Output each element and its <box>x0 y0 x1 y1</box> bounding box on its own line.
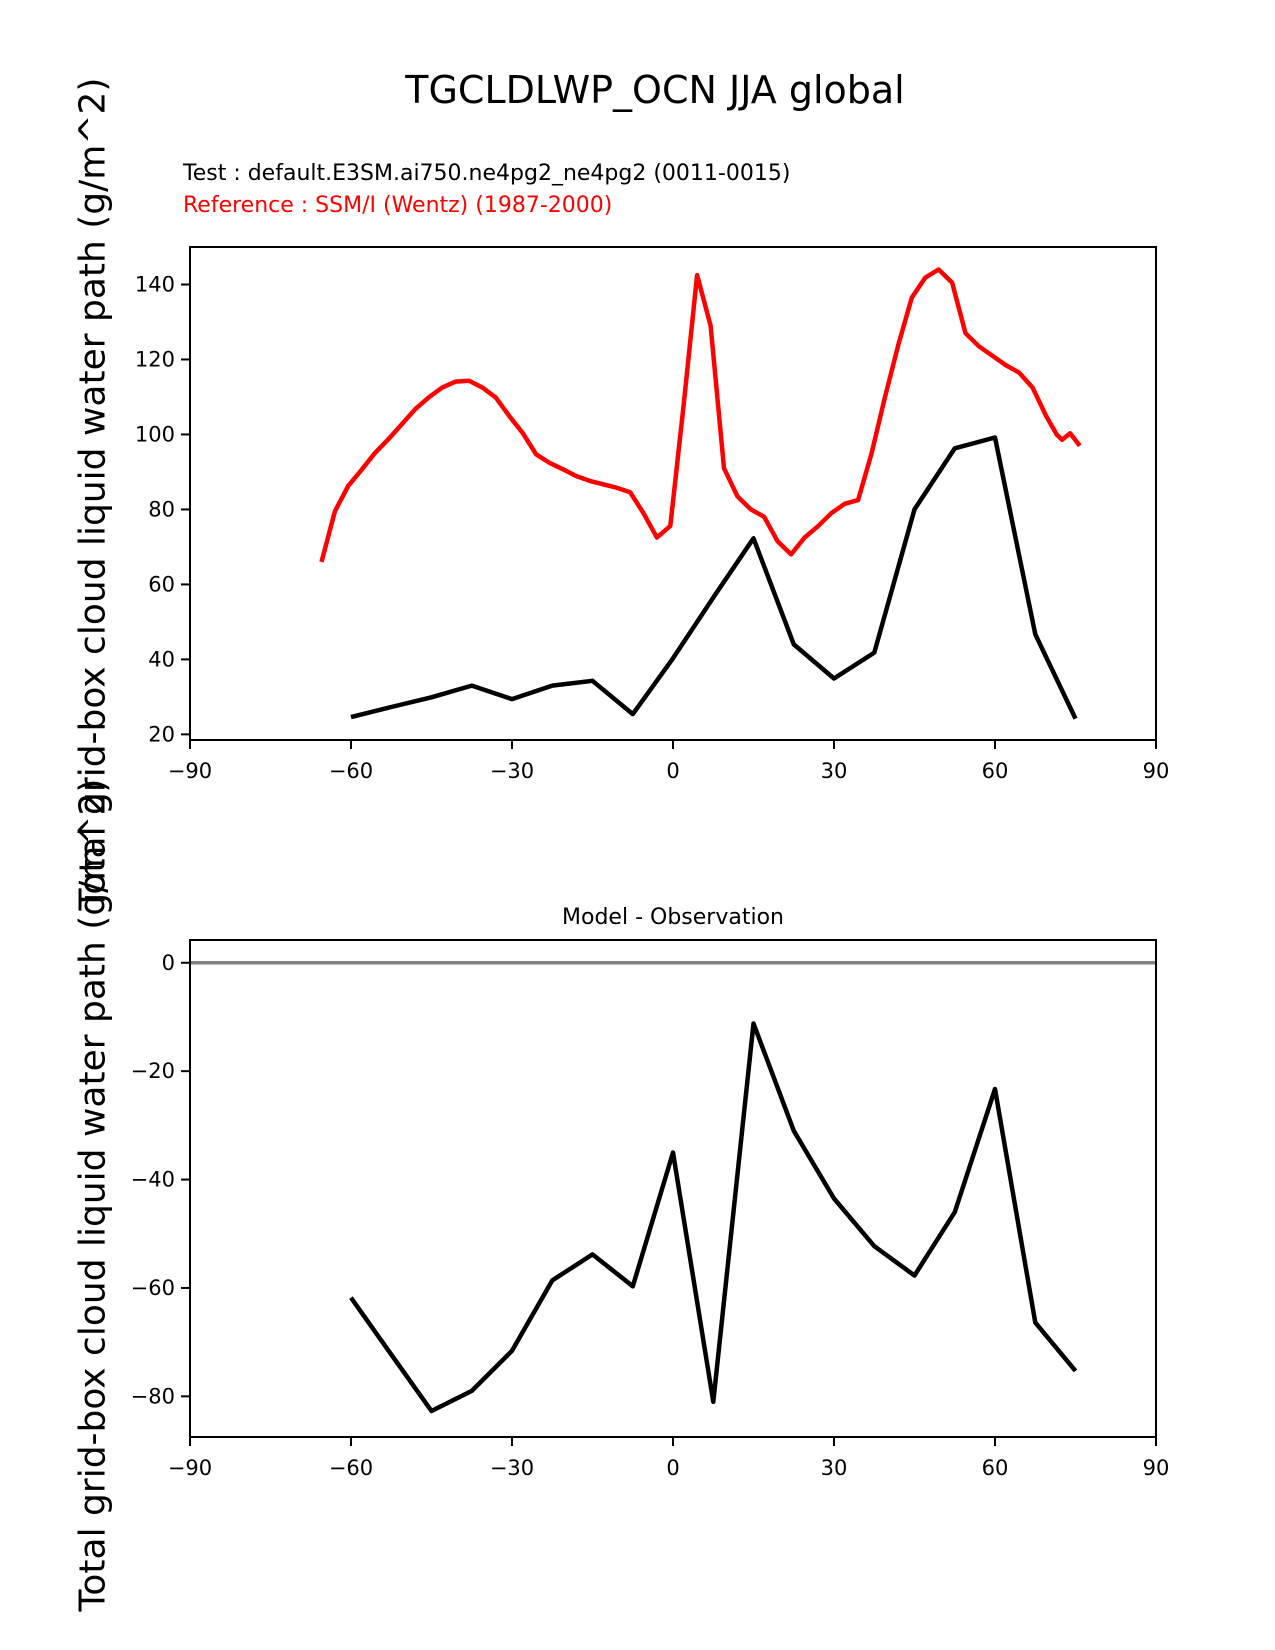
bottom-plot-ytick-label: −40 <box>130 1167 175 1192</box>
bottom-plot-ytick-label: −60 <box>130 1275 175 1300</box>
reference-dataset-label: Reference : SSM/I (Wentz) (1987-2000) <box>183 193 613 218</box>
top-plot-ytick-label: 140 <box>134 272 175 297</box>
bottom-plot-ytick-label: 0 <box>161 950 175 975</box>
top-plot-series-reference-ssm-i- <box>322 270 1080 562</box>
top-plot-xtick-label: 30 <box>820 759 848 783</box>
top-plot-xtick-label: 0 <box>666 759 680 783</box>
top-plot-ytick-label: 120 <box>134 347 175 372</box>
top-plot-series-test-model- <box>351 438 1076 719</box>
top-plot-xtick-label: 90 <box>1142 759 1170 783</box>
top-plot-xtick-label: −30 <box>489 759 535 783</box>
bottom-plot-xtick-label: −90 <box>167 1456 213 1480</box>
bottom-plot-xtick-label: 30 <box>820 1456 848 1480</box>
top-plot-ytick-label: 20 <box>148 722 175 747</box>
bottom-plot-ytick-label: −80 <box>130 1384 175 1409</box>
bottom-plot-xtick-label: −30 <box>489 1456 535 1480</box>
page-title: TGCLDLWP_OCN JJA global <box>405 68 905 112</box>
top-plot-ytick-label: 60 <box>148 572 175 597</box>
top-plot-ytick-label: 80 <box>148 497 175 522</box>
bottom-plot-xtick-label: 90 <box>1142 1456 1170 1480</box>
bottom-plot-series-model-minus-observation <box>351 1024 1076 1412</box>
top-plot-xtick-label: −60 <box>328 759 374 783</box>
top-plot-xtick-label: −90 <box>167 759 213 783</box>
top-plot-xtick-label: 60 <box>981 759 1009 783</box>
difference-plot-title: Model - Observation <box>562 905 784 930</box>
bottom-plot-xtick-label: −60 <box>328 1456 374 1480</box>
top-plot-ytick-label: 100 <box>134 422 175 447</box>
bottom-plot-ylabel: Total grid-box cloud liquid water path (g/m^2) <box>72 778 114 1612</box>
test-run-label: Test : default.E3SM.ai750.ne4pg2_ne4pg2 (0011-0015) <box>183 161 791 186</box>
bottom-plot-xtick-label: 0 <box>666 1456 680 1480</box>
bottom-plot-ytick-label: −20 <box>130 1059 175 1084</box>
top-plot-ytick-label: 40 <box>148 647 175 672</box>
top-plot-ylabel: Total grid-box cloud liquid water path (g/m^2) <box>72 77 114 911</box>
bottom-plot-xtick-label: 60 <box>981 1456 1009 1480</box>
